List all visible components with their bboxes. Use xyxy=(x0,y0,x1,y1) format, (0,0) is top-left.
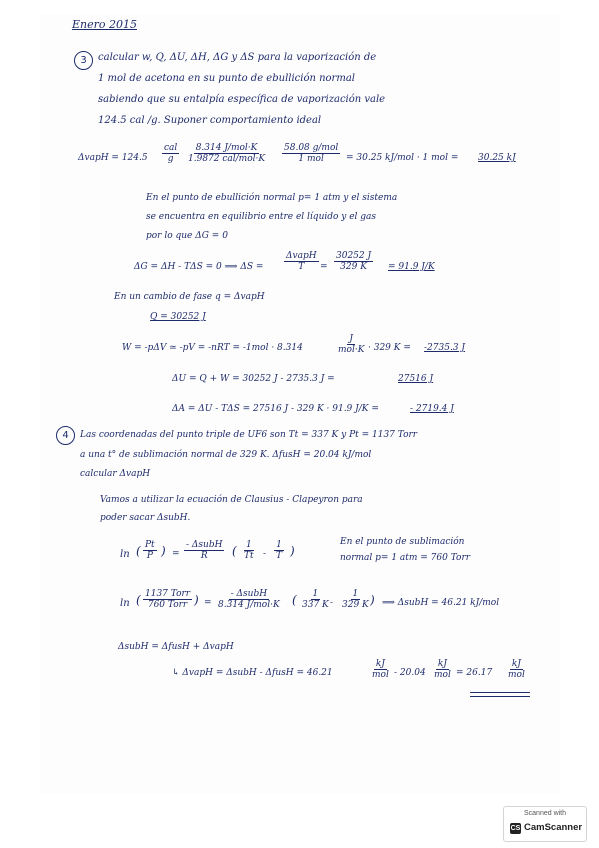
p4-eq1-close-paren: ) xyxy=(161,544,166,558)
p4-eq1-fraction xyxy=(184,540,224,562)
p3-statement-line3: sabiendo que su entalpía específica de vaporización vale xyxy=(98,94,386,105)
p4-eq1-open-paren-2: ( xyxy=(232,544,237,558)
p3-eq2-equals: = xyxy=(320,262,328,272)
p4-statement-line2: a una t° de sublimación normal de 329 K. ΔfusH = 20.04 kJ/mol xyxy=(80,450,372,460)
p4-eq1-ratio-num: Pt xyxy=(145,540,155,550)
p4-eq2-ratio-den: 760 Torr xyxy=(147,600,188,611)
p4-final-f3-num: kJ xyxy=(511,659,521,669)
p4-eq1-f2-num: 1 xyxy=(245,540,252,550)
p3-eq2-f2-den: 329 K xyxy=(340,262,367,273)
p3-statement-line4: 124.5 cal /g. Suponer comportamiento ideal xyxy=(98,115,322,126)
p3-note4: En un cambio de fase q = ΔvapH xyxy=(114,292,265,302)
p3-w-tail: · 329 K = xyxy=(368,343,411,353)
p4-eq1-inv-t xyxy=(274,540,284,562)
p3-eq1-f3-den: 1 mol xyxy=(298,154,324,165)
p4-final-f2-num: kJ xyxy=(437,659,447,669)
p3-statement-line1: calcular w, Q, ΔU, ΔH, ΔG y ΔS para la vaporización de xyxy=(98,52,377,63)
p3-w-fraction xyxy=(336,334,366,356)
p3-eq1-f3-num: 58.08 g/mol xyxy=(284,143,339,153)
p4-eq2-fraction xyxy=(216,589,282,611)
p4-eq2-f-num: - ΔsubH xyxy=(230,589,268,599)
p4-eq1-f3-den: T xyxy=(276,551,283,562)
p3-note2: se encuentra en equilibrio entre el líquido y el gas xyxy=(146,212,377,222)
p3-eq1-fraction-3 xyxy=(282,143,340,165)
p3-eq1-fraction-1 xyxy=(162,143,179,165)
watermark-brand: CamScanner xyxy=(524,822,583,833)
p4-final-fraction-1 xyxy=(370,659,391,681)
p4-eq1-f-den: R xyxy=(200,551,208,562)
p4-eq2-f3-den: 329 K xyxy=(342,600,369,611)
p4-eq2-ratio-num: 1137 Torr xyxy=(145,589,191,599)
problem-number-4: 4 xyxy=(56,426,75,445)
camscanner-logo-icon: CS xyxy=(510,825,521,832)
p4-eq2-inv-329 xyxy=(340,589,371,611)
p4-eq1-f3-num: 1 xyxy=(276,540,282,550)
p4-eq2-ln: ln xyxy=(120,598,130,609)
p3-eq1-fraction-2 xyxy=(186,143,267,165)
p4-statement-line1: Las coordenadas del punto triple de UF6 son Tt = 337 K y Pt = 1137 Torr xyxy=(80,430,418,440)
p4-eq2-inv-337 xyxy=(300,589,334,611)
p4-eq1-ratio xyxy=(143,540,157,562)
p3-note1: En el punto de ebullición normal p= 1 atm y el sistema xyxy=(146,193,398,203)
p4-eq2-equals: = xyxy=(204,598,212,608)
p3-da-result: - 2719.4 J xyxy=(410,404,454,414)
p4-side-note1: En el punto de sublimación xyxy=(340,537,465,547)
p3-w-frac-den: mol·K xyxy=(338,345,365,356)
problem-number-3: 3 xyxy=(74,51,93,70)
p3-eq1-f1-den: g xyxy=(167,154,174,165)
p4-statement-line3: calcular ΔvapH xyxy=(80,469,151,479)
p4-eq2-f2-num: 1 xyxy=(312,589,319,599)
p3-statement-line2: 1 mol de acetona en su punto de ebullición normal xyxy=(98,73,355,84)
p3-eq2-f2-num: 30252 J xyxy=(336,251,372,261)
watermark-caption: Scanned with xyxy=(523,810,567,817)
page-date: Enero 2015 xyxy=(72,18,137,31)
p3-eq2-left: ΔG = ΔH - TΔS = 0 ⟹ ΔS = xyxy=(134,262,264,272)
p4-eq2-f-den: 8.314 J/mol·K xyxy=(218,600,280,611)
p4-side-note2: normal p= 1 atm = 760 Torr xyxy=(340,553,471,563)
p4-eq1-close-paren-2: ) xyxy=(290,544,295,558)
p4-eq1-open-paren: ( xyxy=(136,544,141,558)
p4-eq1-ratio-den: P xyxy=(146,551,153,562)
p4-final-left: ↳ ΔvapH = ΔsubH - ΔfusH = 46.21 xyxy=(172,668,333,678)
p4-eq1-equals: = xyxy=(172,549,180,559)
p3-da-line: ΔA = ΔU - TΔS = 27516 J - 329 K · 91.9 J/K = xyxy=(172,404,379,414)
p4-note1: Vamos a utilizar la ecuación de Clausius - Clapeyron para xyxy=(100,495,363,505)
p3-du-result: 27516 J xyxy=(398,374,434,384)
p3-du-line: ΔU = Q + W = 30252 J - 2735.3 J = xyxy=(172,374,335,384)
p4-eq2-f2-den: 337 K xyxy=(302,600,329,611)
p4-eq1-ln: ln xyxy=(120,549,130,560)
p3-eq1-f2-den: 1.9872 cal/mol·K xyxy=(188,154,266,165)
p3-eq2-fraction-2 xyxy=(334,251,373,273)
p3-eq2-result: = 91.9 J/K xyxy=(388,262,435,272)
p3-note3: por lo que ΔG = 0 xyxy=(146,231,228,241)
p4-final-equals: = 26.17 xyxy=(456,668,493,678)
p4-final-underline-1 xyxy=(470,692,530,693)
p4-eq2-minus: - xyxy=(330,598,334,608)
p3-eq1-right: = 30.25 kJ/mol · 1 mol = xyxy=(346,153,459,163)
p3-w-line: W = -pΔV ≃ -pV = -nRT = -1mol · 8.314 xyxy=(122,343,303,353)
p3-eq1-f2-num: 8.314 J/mol·K xyxy=(195,143,258,153)
p4-eq1-f-num: - ΔsubH xyxy=(186,540,223,550)
p4-final-f1-den: mol xyxy=(372,670,389,681)
p4-relation: ΔsubH = ΔfusH + ΔvapH xyxy=(118,642,234,652)
p4-eq2-open-paren: ( xyxy=(136,593,141,607)
p4-eq1-minus: - xyxy=(263,549,267,559)
p4-final-mid: - 20.04 xyxy=(394,668,426,678)
p4-eq2-result: ⟹ ΔsubH = 46.21 kJ/mol xyxy=(382,598,500,608)
p3-eq2-f1-num: ΔvapH xyxy=(286,251,317,261)
p4-final-underline-2 xyxy=(470,696,530,697)
p3-eq1-result: 30.25 kJ xyxy=(478,153,516,163)
p4-final-f2-den: mol xyxy=(434,670,451,681)
p4-final-fraction-2 xyxy=(432,659,453,681)
p4-final-fraction-3 xyxy=(506,659,527,681)
p4-eq2-close-paren-2: ) xyxy=(370,593,375,607)
camscanner-watermark xyxy=(503,806,587,842)
p4-eq2-close-paren: ) xyxy=(194,593,199,607)
p3-eq1-f1-num: cal xyxy=(164,143,178,153)
p3-eq2-f1-den: T xyxy=(298,262,305,273)
p3-w-result: -2735.3 J xyxy=(424,343,466,353)
p4-final-f1-num: kJ xyxy=(375,659,385,669)
p4-eq1-f2-den: Tt xyxy=(244,551,254,562)
p3-eq2-fraction-1 xyxy=(284,251,319,273)
p4-note2: poder sacar ΔsubH. xyxy=(100,513,191,523)
p3-q-value: Q = 30252 J xyxy=(150,312,206,322)
p4-eq2-f3-num: 1 xyxy=(352,589,359,599)
p3-w-frac-num: J xyxy=(349,334,354,344)
p4-eq1-inv-tt xyxy=(242,540,256,562)
p4-eq2-ratio xyxy=(143,589,192,611)
p3-eq1-left: ΔvapH = 124.5 xyxy=(78,153,148,163)
p4-final-f3-den: mol xyxy=(508,670,525,681)
p4-eq2-open-paren-2: ( xyxy=(292,593,297,607)
